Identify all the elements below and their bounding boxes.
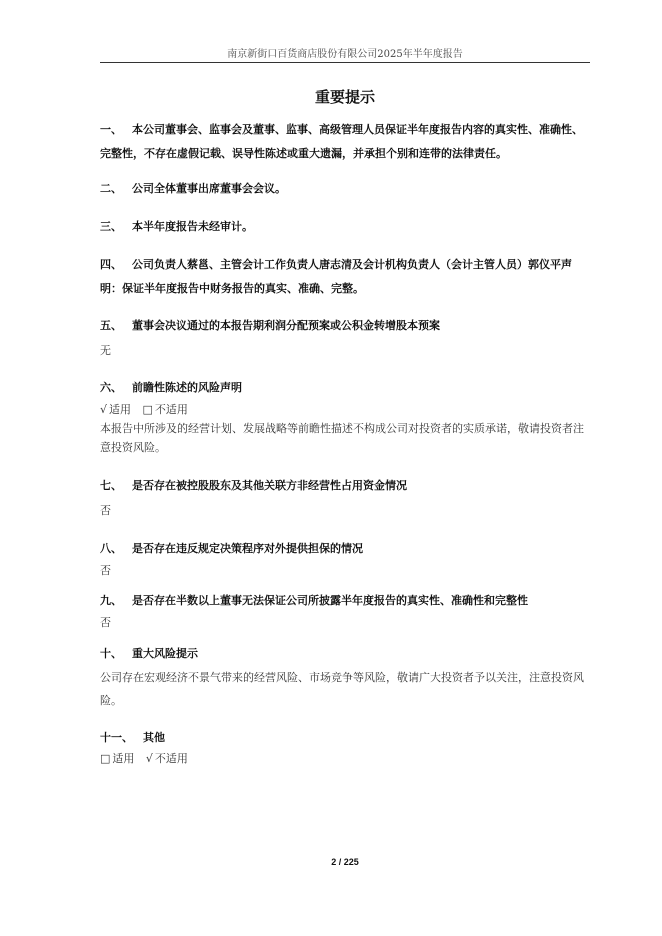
section-text: 重大风险提示	[132, 647, 198, 660]
section-6-options	[100, 400, 590, 419]
section-text: 是否存在被控股股东及其他关联方非经营性占用资金情况	[132, 479, 407, 492]
option-label: 不适用	[154, 752, 188, 765]
section-number: 六、	[100, 381, 122, 394]
page-number: 2 / 225	[331, 857, 359, 867]
section-7-body: 否	[100, 504, 111, 517]
empty-checkbox-icon: □	[100, 752, 111, 765]
section-3-title	[100, 215, 590, 238]
section-text: 本半年度报告未经审计。	[132, 220, 253, 233]
section-text: 是否存在违反规定决策程序对外提供担保的情况	[132, 542, 363, 555]
section-10-body: 公司存在宏观经济不景气带来的经营风险、市场竞争等风险，敬请广大投资者予以关注，注意投资风险。	[100, 671, 584, 707]
section-number: 九、	[100, 594, 122, 607]
section-number: 三、	[100, 220, 122, 233]
empty-checkbox-icon: □	[142, 403, 153, 416]
section-number: 四、	[100, 258, 122, 271]
section-9-title	[100, 589, 590, 612]
option-label: 适用	[109, 403, 132, 416]
section-text: 公司负责人蔡邕、主管会计工作负责人唐志清及会计机构负责人（会计主管人员）郭仪平声明：保证半年度报告中财务报告的真实、准确、完整。	[100, 258, 572, 295]
section-text: 是否存在半数以上董事无法保证公司所披露半年度报告的真实性、准确性和完整性	[132, 594, 528, 607]
section-text: 本公司董事会、监事会及董事、监事、高级管理人员保证半年度报告内容的真实性、准确性、完整性，不存在虚假记载、误导性陈述或重大遗漏，并承担个别和连带的法律责任。	[100, 123, 583, 160]
section-7-title	[100, 474, 590, 497]
header-rule	[100, 62, 590, 63]
section-text: 董事会决议通过的本报告期利润分配预案或公积金转增股本预案	[132, 319, 440, 332]
section-number: 七、	[100, 479, 122, 492]
section-text: 其他	[143, 731, 165, 744]
section-text: 前瞻性陈述的风险声明	[132, 381, 242, 394]
section-11-options	[100, 749, 590, 768]
section-6-title	[100, 376, 590, 399]
checked-mark-icon: √	[145, 752, 153, 765]
section-text: 公司全体董事出席董事会会议。	[132, 182, 286, 195]
section-1-title	[100, 118, 590, 166]
section-number: 一、	[100, 123, 122, 136]
section-number: 五、	[100, 319, 122, 332]
section-number: 二、	[100, 182, 122, 195]
option-not-applicable	[143, 400, 188, 419]
page-title: 重要提示	[314, 88, 375, 106]
section-number: 十、	[100, 647, 122, 660]
option-applicable	[100, 749, 134, 768]
section-5-body: 无	[100, 344, 111, 357]
section-11-title	[100, 726, 590, 749]
section-number: 十一、	[100, 731, 133, 744]
option-applicable	[100, 400, 131, 419]
section-2-title	[100, 177, 590, 200]
section-6-body: 本报告中所涉及的经营计划、发展战略等前瞻性描述不构成公司对投资者的实质承诺，敬请投资者注意投资风险。	[100, 422, 584, 454]
option-label: 不适用	[154, 403, 188, 416]
section-number: 八、	[100, 542, 122, 555]
section-9-body: 否	[100, 616, 111, 629]
section-8-body: 否	[100, 564, 111, 577]
checked-mark-icon: √	[100, 403, 108, 416]
section-10-title	[100, 642, 590, 665]
option-not-applicable	[146, 749, 188, 768]
option-label: 适用	[112, 752, 135, 765]
section-8-title	[100, 537, 590, 560]
section-4-title	[100, 253, 590, 301]
section-5-title	[100, 314, 590, 337]
page-header: 南京新街口百货商店股份有限公司2025年半年度报告	[227, 49, 463, 60]
